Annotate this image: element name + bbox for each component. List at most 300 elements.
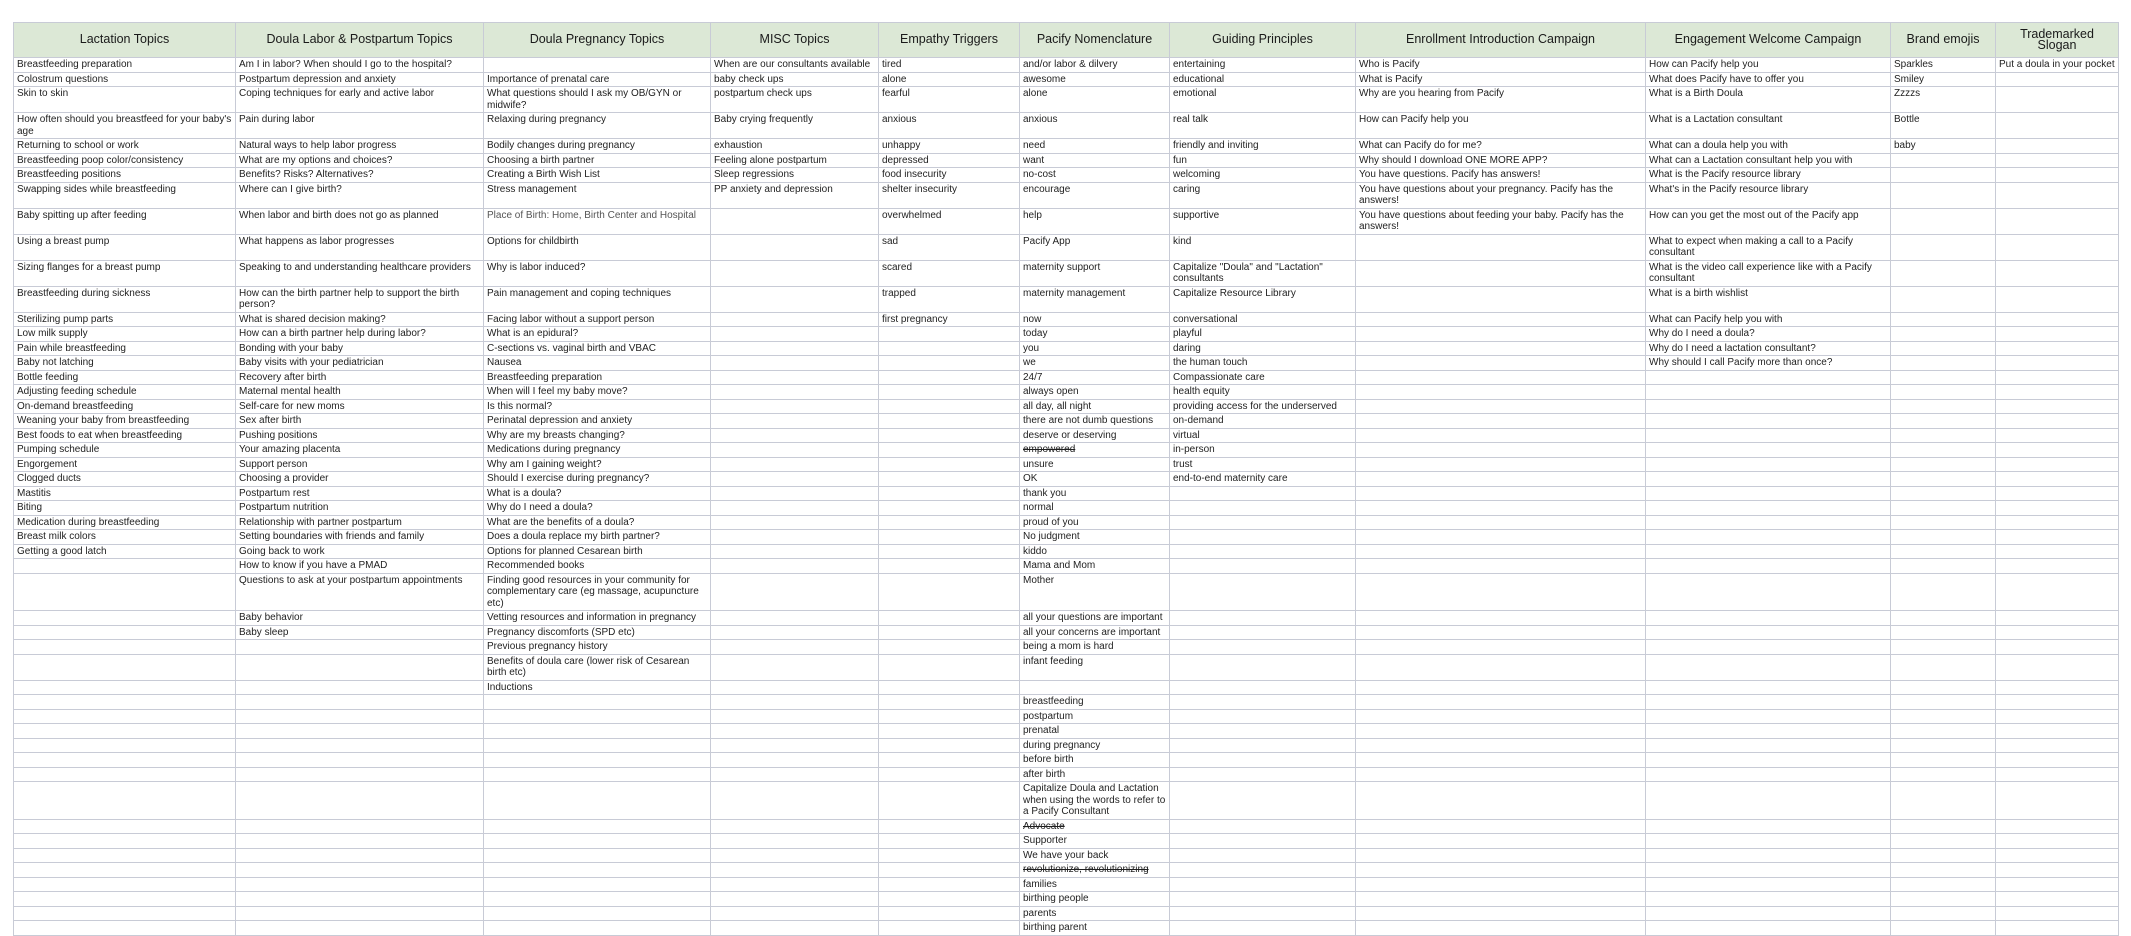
table-cell[interactable] <box>1996 312 2119 327</box>
table-cell[interactable] <box>879 848 1020 863</box>
table-cell[interactable] <box>1356 654 1646 680</box>
table-cell[interactable]: What are my options and choices? <box>236 153 484 168</box>
table-cell[interactable]: friendly and inviting <box>1170 139 1356 154</box>
table-cell[interactable]: anxious <box>879 113 1020 139</box>
table-cell[interactable]: Pushing positions <box>236 428 484 443</box>
table-cell[interactable]: maternity support <box>1020 260 1170 286</box>
table-cell[interactable]: infant feeding <box>1020 654 1170 680</box>
table-cell[interactable] <box>1891 472 1996 487</box>
table-cell[interactable] <box>1170 753 1356 768</box>
table-cell[interactable] <box>711 640 879 655</box>
table-cell[interactable] <box>484 782 711 820</box>
table-cell[interactable] <box>1891 428 1996 443</box>
table-cell[interactable]: anxious <box>1020 113 1170 139</box>
table-cell[interactable] <box>879 695 1020 710</box>
table-cell[interactable] <box>1646 767 1891 782</box>
table-cell[interactable] <box>236 906 484 921</box>
table-cell[interactable] <box>879 341 1020 356</box>
table-cell[interactable] <box>1356 486 1646 501</box>
table-cell[interactable] <box>879 680 1020 695</box>
table-cell[interactable]: shelter insecurity <box>879 182 1020 208</box>
table-cell[interactable] <box>1356 286 1646 312</box>
table-cell[interactable]: birthing people <box>1020 892 1170 907</box>
table-cell[interactable]: supportive <box>1170 208 1356 234</box>
table-cell[interactable]: Weaning your baby from breastfeeding <box>14 414 236 429</box>
column-header[interactable]: Doula Pregnancy Topics <box>484 23 711 58</box>
table-cell[interactable] <box>14 819 236 834</box>
table-cell[interactable]: baby <box>1891 139 1996 154</box>
table-cell[interactable]: When will I feel my baby move? <box>484 385 711 400</box>
table-cell[interactable]: Breastfeeding preparation <box>14 58 236 73</box>
table-cell[interactable]: revolutionize, revolutionizing <box>1020 863 1170 878</box>
table-cell[interactable] <box>14 834 236 849</box>
table-cell[interactable] <box>879 819 1020 834</box>
table-cell[interactable] <box>1891 443 1996 458</box>
table-cell[interactable] <box>711 834 879 849</box>
table-cell[interactable]: real talk <box>1170 113 1356 139</box>
table-cell[interactable] <box>711 385 879 400</box>
table-cell[interactable] <box>1891 863 1996 878</box>
table-cell[interactable] <box>1996 234 2119 260</box>
table-cell[interactable] <box>1170 848 1356 863</box>
table-cell[interactable] <box>1646 443 1891 458</box>
table-cell[interactable] <box>1996 906 2119 921</box>
table-cell[interactable]: Engorgement <box>14 457 236 472</box>
table-cell[interactable]: Place of Birth: Home, Birth Center and Hospital <box>484 208 711 234</box>
table-cell[interactable] <box>484 906 711 921</box>
table-cell[interactable] <box>14 892 236 907</box>
table-cell[interactable] <box>711 611 879 626</box>
table-cell[interactable] <box>711 208 879 234</box>
table-cell[interactable] <box>1646 515 1891 530</box>
table-cell[interactable] <box>1356 709 1646 724</box>
table-cell[interactable] <box>1996 260 2119 286</box>
table-cell[interactable] <box>484 863 711 878</box>
table-cell[interactable] <box>711 327 879 342</box>
table-cell[interactable]: Relaxing during pregnancy <box>484 113 711 139</box>
table-cell[interactable] <box>1356 515 1646 530</box>
table-cell[interactable]: We have your back <box>1020 848 1170 863</box>
table-cell[interactable]: Smiley <box>1891 72 1996 87</box>
table-cell[interactable] <box>1891 834 1996 849</box>
column-header[interactable]: Brand emojis <box>1891 23 1996 58</box>
table-cell[interactable]: How to know if you have a PMAD <box>236 559 484 574</box>
table-cell[interactable] <box>1891 168 1996 183</box>
table-cell[interactable]: Mama and Mom <box>1020 559 1170 574</box>
table-cell[interactable] <box>1646 877 1891 892</box>
table-cell[interactable]: Getting a good latch <box>14 544 236 559</box>
table-cell[interactable]: virtual <box>1170 428 1356 443</box>
table-cell[interactable]: Mastitis <box>14 486 236 501</box>
table-cell[interactable]: How can a birth partner help during labor? <box>236 327 484 342</box>
table-cell[interactable] <box>711 753 879 768</box>
table-cell[interactable] <box>711 370 879 385</box>
table-cell[interactable] <box>1891 356 1996 371</box>
table-cell[interactable] <box>1996 72 2119 87</box>
table-cell[interactable] <box>1996 414 2119 429</box>
table-cell[interactable] <box>879 782 1020 820</box>
table-cell[interactable] <box>879 573 1020 611</box>
table-cell[interactable] <box>1891 530 1996 545</box>
table-cell[interactable]: Baby spitting up after feeding <box>14 208 236 234</box>
table-cell[interactable]: trust <box>1170 457 1356 472</box>
table-cell[interactable] <box>1170 782 1356 820</box>
table-cell[interactable]: emotional <box>1170 87 1356 113</box>
table-cell[interactable]: kiddo <box>1020 544 1170 559</box>
table-cell[interactable]: Should I exercise during pregnancy? <box>484 472 711 487</box>
table-cell[interactable] <box>1996 168 2119 183</box>
table-cell[interactable] <box>1356 782 1646 820</box>
table-cell[interactable]: end-to-end maternity care <box>1170 472 1356 487</box>
table-cell[interactable] <box>236 892 484 907</box>
table-cell[interactable] <box>1891 625 1996 640</box>
table-cell[interactable] <box>711 559 879 574</box>
table-cell[interactable]: Vetting resources and information in pregnancy <box>484 611 711 626</box>
table-cell[interactable]: Capitalize "Doula" and "Lactation" consultants <box>1170 260 1356 286</box>
column-header[interactable]: Guiding Principles <box>1170 23 1356 58</box>
table-cell[interactable] <box>1646 906 1891 921</box>
table-cell[interactable]: 24/7 <box>1020 370 1170 385</box>
table-cell[interactable] <box>1356 767 1646 782</box>
table-cell[interactable] <box>1891 906 1996 921</box>
table-cell[interactable] <box>14 877 236 892</box>
table-cell[interactable]: Sparkles <box>1891 58 1996 73</box>
table-cell[interactable] <box>711 819 879 834</box>
table-cell[interactable]: kind <box>1170 234 1356 260</box>
table-cell[interactable]: Sterilizing pump parts <box>14 312 236 327</box>
table-cell[interactable] <box>1891 515 1996 530</box>
table-cell[interactable] <box>1356 680 1646 695</box>
table-cell[interactable] <box>1356 260 1646 286</box>
table-cell[interactable] <box>1891 611 1996 626</box>
table-cell[interactable] <box>1996 782 2119 820</box>
table-cell[interactable]: Coping techniques for early and active labor <box>236 87 484 113</box>
table-cell[interactable] <box>1356 559 1646 574</box>
table-cell[interactable] <box>1646 724 1891 739</box>
table-cell[interactable] <box>484 767 711 782</box>
table-cell[interactable]: fun <box>1170 153 1356 168</box>
table-cell[interactable] <box>1996 877 2119 892</box>
table-cell[interactable] <box>1646 921 1891 936</box>
table-cell[interactable] <box>1891 414 1996 429</box>
table-cell[interactable]: Swapping sides while breastfeeding <box>14 182 236 208</box>
table-cell[interactable] <box>1356 472 1646 487</box>
table-cell[interactable]: Baby visits with your pediatrician <box>236 356 484 371</box>
table-cell[interactable]: C-sections vs. vaginal birth and VBAC <box>484 341 711 356</box>
table-cell[interactable]: fearful <box>879 87 1020 113</box>
table-cell[interactable]: Clogged ducts <box>14 472 236 487</box>
table-cell[interactable] <box>236 709 484 724</box>
table-cell[interactable]: Why should I call Pacify more than once? <box>1646 356 1891 371</box>
table-cell[interactable]: unhappy <box>879 139 1020 154</box>
table-cell[interactable]: Recovery after birth <box>236 370 484 385</box>
table-cell[interactable] <box>1996 443 2119 458</box>
table-cell[interactable] <box>1646 654 1891 680</box>
table-cell[interactable] <box>1020 680 1170 695</box>
table-cell[interactable]: Advocate <box>1020 819 1170 834</box>
table-cell[interactable] <box>1996 327 2119 342</box>
table-cell[interactable] <box>1646 559 1891 574</box>
table-cell[interactable]: Baby not latching <box>14 356 236 371</box>
column-header[interactable]: Lactation Topics <box>14 23 236 58</box>
table-cell[interactable]: Why are my breasts changing? <box>484 428 711 443</box>
table-cell[interactable] <box>711 863 879 878</box>
table-cell[interactable] <box>236 767 484 782</box>
table-cell[interactable] <box>1356 443 1646 458</box>
table-cell[interactable]: Pain while breastfeeding <box>14 341 236 356</box>
table-cell[interactable]: Skin to skin <box>14 87 236 113</box>
table-cell[interactable] <box>1996 544 2119 559</box>
table-cell[interactable] <box>1891 921 1996 936</box>
table-cell[interactable] <box>711 625 879 640</box>
table-cell[interactable] <box>1356 877 1646 892</box>
table-cell[interactable] <box>236 848 484 863</box>
table-cell[interactable] <box>711 260 879 286</box>
table-cell[interactable] <box>1170 921 1356 936</box>
table-cell[interactable] <box>879 356 1020 371</box>
table-cell[interactable] <box>1646 472 1891 487</box>
table-cell[interactable] <box>1891 738 1996 753</box>
table-cell[interactable] <box>1170 625 1356 640</box>
table-cell[interactable] <box>879 863 1020 878</box>
table-cell[interactable]: What is an epidural? <box>484 327 711 342</box>
table-cell[interactable] <box>1891 709 1996 724</box>
table-cell[interactable]: How can Pacify help you <box>1356 113 1646 139</box>
table-cell[interactable] <box>879 443 1020 458</box>
table-cell[interactable]: all your questions are important <box>1020 611 1170 626</box>
table-cell[interactable] <box>1170 738 1356 753</box>
table-cell[interactable] <box>711 654 879 680</box>
table-cell[interactable]: What is the video call experience like with a Pacify consultant <box>1646 260 1891 286</box>
table-cell[interactable] <box>1170 877 1356 892</box>
table-cell[interactable] <box>1996 399 2119 414</box>
table-cell[interactable]: Postpartum rest <box>236 486 484 501</box>
table-cell[interactable]: Choosing a birth partner <box>484 153 711 168</box>
table-cell[interactable]: What's in the Pacify resource library <box>1646 182 1891 208</box>
table-cell[interactable] <box>14 680 236 695</box>
table-cell[interactable]: Pregnancy discomforts (SPD etc) <box>484 625 711 640</box>
table-cell[interactable]: prenatal <box>1020 724 1170 739</box>
table-cell[interactable] <box>1356 892 1646 907</box>
table-cell[interactable] <box>1891 327 1996 342</box>
table-cell[interactable] <box>14 709 236 724</box>
table-cell[interactable]: proud of you <box>1020 515 1170 530</box>
table-cell[interactable]: Best foods to eat when breastfeeding <box>14 428 236 443</box>
table-cell[interactable] <box>236 782 484 820</box>
table-cell[interactable]: No judgment <box>1020 530 1170 545</box>
table-cell[interactable]: baby check ups <box>711 72 879 87</box>
table-cell[interactable] <box>1356 724 1646 739</box>
table-cell[interactable]: Why are you hearing from Pacify <box>1356 87 1646 113</box>
table-cell[interactable] <box>1356 625 1646 640</box>
table-cell[interactable] <box>1646 738 1891 753</box>
table-cell[interactable] <box>14 611 236 626</box>
table-cell[interactable] <box>1891 370 1996 385</box>
table-cell[interactable] <box>1646 611 1891 626</box>
table-cell[interactable]: Why do I need a lactation consultant? <box>1646 341 1891 356</box>
table-cell[interactable] <box>14 640 236 655</box>
table-cell[interactable] <box>711 530 879 545</box>
table-cell[interactable]: want <box>1020 153 1170 168</box>
table-cell[interactable]: Stress management <box>484 182 711 208</box>
table-cell[interactable] <box>879 457 1020 472</box>
table-cell[interactable]: Capitalize Doula and Lactation when using the words to refer to a Pacify Consultant <box>1020 782 1170 820</box>
table-cell[interactable]: How often should you breastfeed for your baby's age <box>14 113 236 139</box>
table-cell[interactable]: Using a breast pump <box>14 234 236 260</box>
table-cell[interactable] <box>1170 834 1356 849</box>
table-cell[interactable]: Self-care for new moms <box>236 399 484 414</box>
table-cell[interactable] <box>1356 738 1646 753</box>
table-cell[interactable] <box>236 921 484 936</box>
table-cell[interactable]: alone <box>879 72 1020 87</box>
table-cell[interactable]: you <box>1020 341 1170 356</box>
table-cell[interactable] <box>711 457 879 472</box>
table-cell[interactable] <box>879 515 1020 530</box>
table-cell[interactable] <box>711 709 879 724</box>
table-cell[interactable]: Why do I need a doula? <box>484 501 711 516</box>
table-cell[interactable]: unsure <box>1020 457 1170 472</box>
table-cell[interactable] <box>1170 819 1356 834</box>
table-cell[interactable] <box>1891 877 1996 892</box>
table-cell[interactable] <box>484 738 711 753</box>
table-cell[interactable]: Baby sleep <box>236 625 484 640</box>
table-cell[interactable] <box>484 848 711 863</box>
table-cell[interactable] <box>1996 385 2119 400</box>
table-cell[interactable] <box>1891 486 1996 501</box>
table-cell[interactable]: What questions should I ask my OB/GYN or midwife? <box>484 87 711 113</box>
table-cell[interactable] <box>1996 848 2119 863</box>
table-cell[interactable]: Creating a Birth Wish List <box>484 168 711 183</box>
table-cell[interactable]: Pumping schedule <box>14 443 236 458</box>
table-cell[interactable] <box>1891 544 1996 559</box>
table-cell[interactable] <box>1996 113 2119 139</box>
table-cell[interactable] <box>484 709 711 724</box>
table-cell[interactable] <box>711 428 879 443</box>
table-cell[interactable]: Relationship with partner postpartum <box>236 515 484 530</box>
table-cell[interactable] <box>1891 399 1996 414</box>
table-cell[interactable] <box>1996 625 2119 640</box>
table-cell[interactable] <box>14 625 236 640</box>
table-cell[interactable] <box>879 611 1020 626</box>
table-cell[interactable]: conversational <box>1170 312 1356 327</box>
table-cell[interactable] <box>1996 356 2119 371</box>
table-cell[interactable]: When labor and birth does not go as planned <box>236 208 484 234</box>
table-cell[interactable] <box>1891 341 1996 356</box>
table-cell[interactable]: Does a doula replace my birth partner? <box>484 530 711 545</box>
table-cell[interactable] <box>236 695 484 710</box>
table-cell[interactable] <box>711 486 879 501</box>
table-cell[interactable]: What is the Pacify resource library <box>1646 168 1891 183</box>
table-cell[interactable]: being a mom is hard <box>1020 640 1170 655</box>
table-cell[interactable] <box>1996 428 2119 443</box>
table-cell[interactable] <box>484 753 711 768</box>
table-cell[interactable]: Sex after birth <box>236 414 484 429</box>
table-cell[interactable]: after birth <box>1020 767 1170 782</box>
table-cell[interactable] <box>1996 753 2119 768</box>
table-cell[interactable] <box>484 695 711 710</box>
table-cell[interactable] <box>879 428 1020 443</box>
table-cell[interactable]: Bottle <box>1891 113 1996 139</box>
table-cell[interactable] <box>1646 573 1891 611</box>
table-cell[interactable]: trapped <box>879 286 1020 312</box>
table-cell[interactable] <box>1356 399 1646 414</box>
table-cell[interactable] <box>1996 153 2119 168</box>
table-cell[interactable] <box>484 724 711 739</box>
table-cell[interactable]: What happens as labor progresses <box>236 234 484 260</box>
table-cell[interactable]: Bottle feeding <box>14 370 236 385</box>
table-cell[interactable]: normal <box>1020 501 1170 516</box>
table-cell[interactable] <box>711 544 879 559</box>
column-header[interactable]: Pacify Nomenclature <box>1020 23 1170 58</box>
table-cell[interactable] <box>1996 892 2119 907</box>
table-cell[interactable] <box>1891 312 1996 327</box>
table-cell[interactable] <box>1356 370 1646 385</box>
table-cell[interactable] <box>1996 611 2119 626</box>
table-cell[interactable] <box>1356 327 1646 342</box>
table-cell[interactable]: On-demand breastfeeding <box>14 399 236 414</box>
table-cell[interactable] <box>879 559 1020 574</box>
table-cell[interactable]: caring <box>1170 182 1356 208</box>
table-cell[interactable] <box>1356 356 1646 371</box>
table-cell[interactable] <box>1646 680 1891 695</box>
table-cell[interactable] <box>879 834 1020 849</box>
table-cell[interactable]: PP anxiety and depression <box>711 182 879 208</box>
table-cell[interactable]: playful <box>1170 327 1356 342</box>
table-cell[interactable]: overwhelmed <box>879 208 1020 234</box>
table-cell[interactable] <box>1996 182 2119 208</box>
table-cell[interactable] <box>1356 234 1646 260</box>
table-cell[interactable] <box>1891 640 1996 655</box>
table-cell[interactable] <box>1356 863 1646 878</box>
table-cell[interactable] <box>879 640 1020 655</box>
table-cell[interactable]: all day, all night <box>1020 399 1170 414</box>
column-header[interactable]: Empathy Triggers <box>879 23 1020 58</box>
table-cell[interactable] <box>711 341 879 356</box>
table-cell[interactable] <box>711 848 879 863</box>
table-cell[interactable] <box>879 472 1020 487</box>
table-cell[interactable] <box>484 877 711 892</box>
table-cell[interactable]: help <box>1020 208 1170 234</box>
table-cell[interactable] <box>711 767 879 782</box>
table-cell[interactable]: What to expect when making a call to a Pacify consultant <box>1646 234 1891 260</box>
table-cell[interactable] <box>879 753 1020 768</box>
table-cell[interactable]: health equity <box>1170 385 1356 400</box>
table-cell[interactable] <box>1891 260 1996 286</box>
table-cell[interactable]: You have questions about feeding your baby. Pacify has the answers! <box>1356 208 1646 234</box>
table-cell[interactable] <box>711 414 879 429</box>
table-cell[interactable]: Benefits? Risks? Alternatives? <box>236 168 484 183</box>
table-cell[interactable] <box>484 921 711 936</box>
table-cell[interactable]: welcoming <box>1170 168 1356 183</box>
table-cell[interactable] <box>14 921 236 936</box>
table-cell[interactable] <box>1996 921 2119 936</box>
table-cell[interactable] <box>1996 208 2119 234</box>
table-cell[interactable] <box>1996 515 2119 530</box>
table-cell[interactable]: What is a doula? <box>484 486 711 501</box>
table-cell[interactable] <box>14 782 236 820</box>
table-cell[interactable]: educational <box>1170 72 1356 87</box>
table-cell[interactable]: providing access for the underserved <box>1170 399 1356 414</box>
column-header[interactable]: MISC Topics <box>711 23 879 58</box>
table-cell[interactable] <box>1356 848 1646 863</box>
table-cell[interactable] <box>879 530 1020 545</box>
table-cell[interactable] <box>14 848 236 863</box>
table-cell[interactable] <box>1996 573 2119 611</box>
table-cell[interactable] <box>1996 530 2119 545</box>
table-cell[interactable]: Importance of prenatal care <box>484 72 711 87</box>
table-cell[interactable] <box>1996 341 2119 356</box>
column-header[interactable]: Enrollment Introduction Campaign <box>1356 23 1646 58</box>
